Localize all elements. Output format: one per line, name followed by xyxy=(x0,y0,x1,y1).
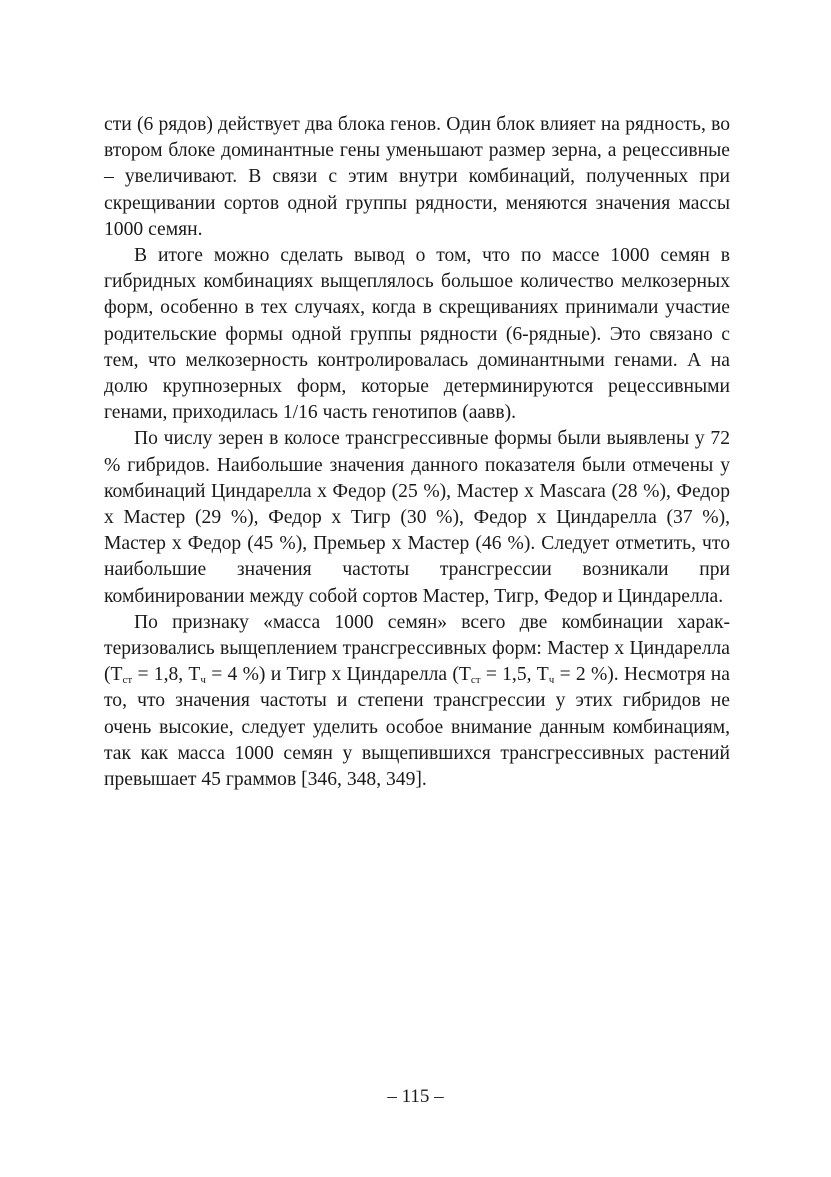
page-body xyxy=(104,112,730,793)
paragraph-4-text-a: По признаку «масса 1000 семян» всего две комбинации характеризовались выщеплением трансгрессивных форм: Мастер х Циндарелла (Т xyxy=(104,611,730,686)
paragraph-1: сти (6 рядов) действует два блока генов. Один блок влияет на рядность, во втором блоке доминантные гены уменьшают размер зерна, а рецессивные – увеличивают. В связи с этим внутри комбинаций, полученных при скрещивании сортов одной группы рядности, меняются значения массы 1000 семян. xyxy=(104,114,730,240)
paragraph-4 xyxy=(104,610,730,793)
subscript-st: ст xyxy=(122,674,133,687)
paragraph-2: В итоге можно сделать вывод о том, что по массе 1000 семян в гибридных комбинациях выщеплялось большое количество мелкозерных форм, особенно в тех случаях, когда в скрещиваниях принимали участие родительские формы одной группы рядности (6-рядные). Это связано с тем, что мелкозерность контролировалась доминантными генами. А на долю крупнозерных форм, которые детерминируются рецессивными генами, приходилась 1/16 часть генотипов (аавв). xyxy=(104,245,730,424)
page-number: – 115 – xyxy=(387,1086,444,1107)
paragraph-3: По числу зерен в колосе трансгрессивные формы были выявлены у 72 % гибридов. Наибольшие значения данного показателя были отмечены у комбинаций Циндарелла х Федор (25 %), Мастер х Mascara (28 %), Федор х Мастер (29 %), Федор х Тигр (30 %), Федор х Циндарелла (37 %), Мастер х Федор (45 %), Премьер х Мастер (46 %). Следует отметить, что наибольшие значения частоты трансгрессии возникали при комбинировании между собой сортов Мастер, Тигр, Федор и Циндарелла. xyxy=(104,428,730,607)
paragraph-4-text-d: = 1,5, Т xyxy=(480,664,549,686)
paragraph-4-text-b: = 1,8, Т xyxy=(132,664,201,686)
paragraph-4-text-e: = 2 %). Несмотря на то, что значения частоты и степени трансгрессии у этих гибридов не очень высокие, следует уделить особое внимание данным комбинациям, так как масса 1000 семян у выщепившихся трансгрессивных растений превышает 45 граммов [346, 348, 349]. xyxy=(104,664,730,791)
subscript-ch: ч xyxy=(200,674,206,687)
subscript-ch: ч xyxy=(548,674,555,687)
paragraph-4-text-c: = 4 %) и Тигр х Циндарелла (Т xyxy=(205,664,471,686)
subscript-st: ст xyxy=(470,674,481,687)
